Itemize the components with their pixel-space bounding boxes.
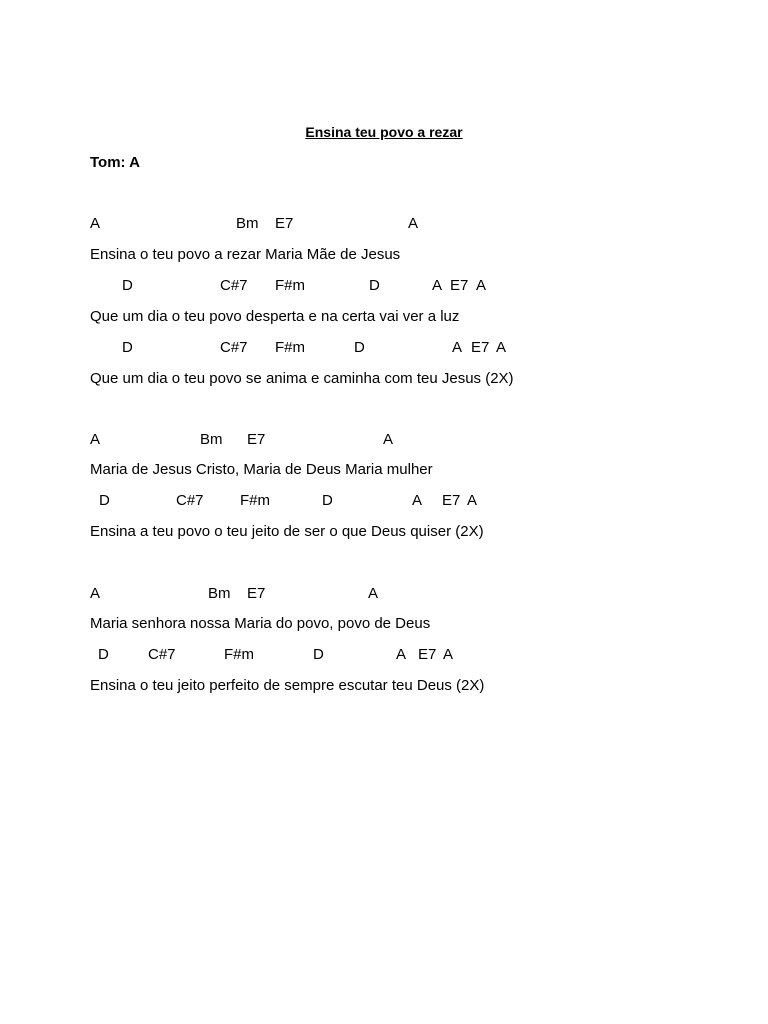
chord: A [368,585,379,602]
chord: D [322,492,333,509]
chord: A [476,277,487,294]
chord: E7 [247,585,266,602]
chord: E7 [471,339,490,356]
chord: Bm [200,431,223,448]
chord: E7 [442,492,461,509]
chord: D [122,339,133,356]
chord: D [313,646,324,663]
chord: F#m [275,277,305,294]
chord: F#m [224,646,254,663]
chord: E7 [275,215,294,232]
chord: D [122,277,133,294]
chord: F#m [275,339,305,356]
chord: C#7 [176,492,204,509]
chord: Bm [236,215,259,232]
chord: D [99,492,110,509]
chord: A [383,431,394,448]
chord: A [90,585,101,602]
lyric-line: Ensina a teu povo o teu jeito de ser o que Deus quiser (2X) [90,523,484,540]
lyric-line: Que um dia o teu povo desperta e na certa vai ver a luz [90,308,460,325]
chord: C#7 [220,339,248,356]
chord: A [496,339,507,356]
chord: Bm [208,585,231,602]
chord: A [452,339,463,356]
chord: A [467,492,478,509]
chord: A [432,277,443,294]
chord: A [90,431,101,448]
song-key: Tom: A [90,154,140,171]
lyric-line: Maria de Jesus Cristo, Maria de Deus Maria mulher [90,461,433,478]
chord: D [354,339,365,356]
chord: C#7 [220,277,248,294]
chord: A [408,215,419,232]
chord: E7 [418,646,437,663]
lyric-line: Ensina o teu povo a rezar Maria Mãe de Jesus [90,246,401,263]
chord: E7 [450,277,469,294]
lyric-line: Maria senhora nossa Maria do povo, povo de Deus [90,615,431,632]
chord: D [98,646,109,663]
lyric-line: Que um dia o teu povo se anima e caminha com teu Jesus (2X) [90,370,514,387]
chord: C#7 [148,646,176,663]
chord: A [396,646,407,663]
song-title: Ensina teu povo a rezar [305,124,463,140]
chord: E7 [247,431,266,448]
chord: A [412,492,423,509]
lyric-line: Ensina o teu jeito perfeito de sempre escutar teu Deus (2X) [90,677,485,694]
chord: A [90,215,101,232]
chord: F#m [240,492,270,509]
chord: D [369,277,380,294]
chord: A [443,646,454,663]
